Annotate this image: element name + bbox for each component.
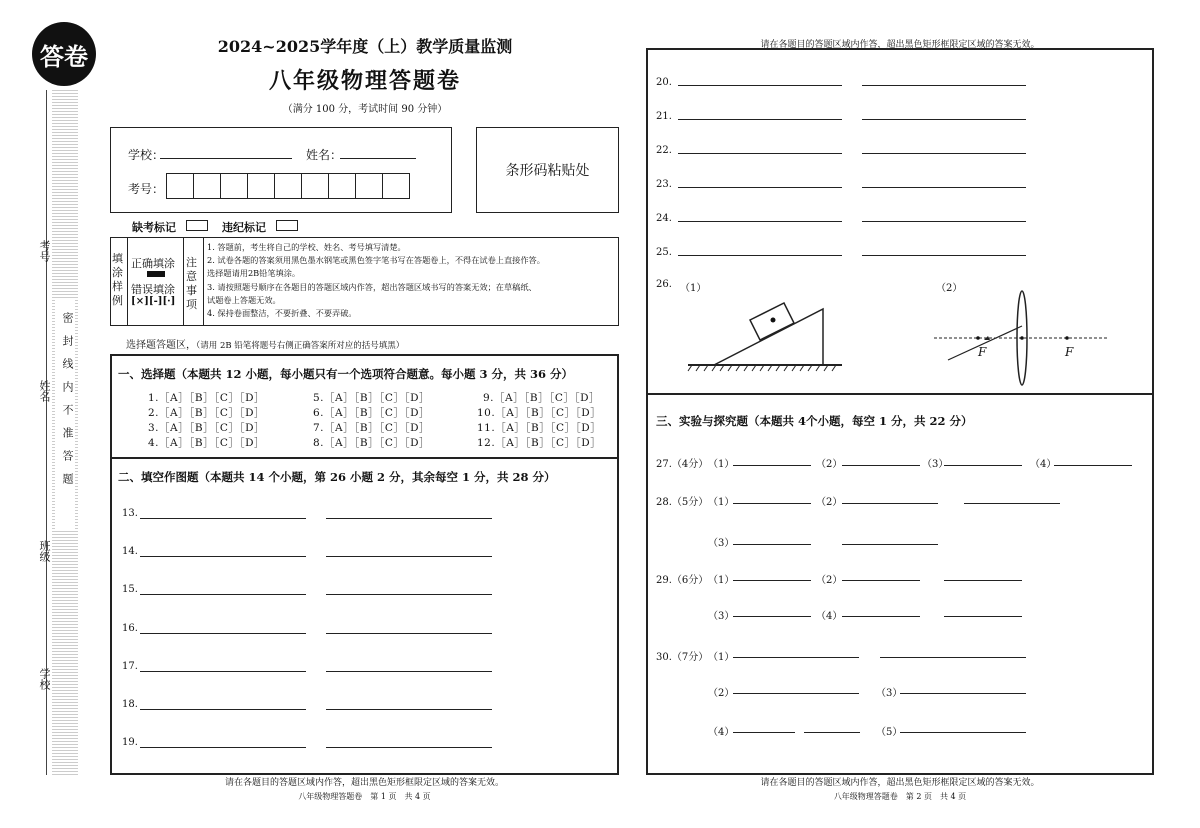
section3-title: 三、实验与探究题（本题共 4个小题，每空 1 分，共 22 分） bbox=[656, 414, 973, 428]
q16-blank-2[interactable] bbox=[326, 633, 492, 634]
barcode-box: 条形码粘贴处 bbox=[476, 127, 619, 213]
q27-p4: （4） bbox=[1030, 459, 1057, 470]
q30-p4: （4） bbox=[708, 727, 735, 738]
q30-number: 30.（7分） bbox=[656, 652, 709, 663]
q17-number: 17. bbox=[122, 661, 138, 672]
q30-blank-1[interactable] bbox=[733, 657, 859, 658]
notes-list bbox=[207, 241, 615, 320]
q13-blank-1[interactable] bbox=[140, 518, 306, 519]
side-label-school: 学校 bbox=[38, 668, 51, 690]
q15-blank-1[interactable] bbox=[140, 594, 306, 595]
mcq-q10[interactable]: 10.［A］［B］［C］［D］ bbox=[477, 407, 602, 419]
section1-title: 一、选择题（本题共 12 小题，每小题只有一个选项符合题意。每小题 3 分，共 36 分） bbox=[118, 367, 574, 381]
q30-p5: （5） bbox=[876, 727, 903, 738]
q20-blank-1[interactable] bbox=[678, 85, 842, 86]
top-warning-right: 请在各题目的答题区域内作答，超出黑色矩形框限定区域的答案无效。 bbox=[760, 40, 1040, 50]
q13-blank-2[interactable] bbox=[326, 518, 492, 519]
q22-blank-2[interactable] bbox=[862, 153, 1026, 154]
mcq-q4[interactable]: 4.［A］［B］［C］［D］ bbox=[148, 437, 266, 449]
name-field[interactable] bbox=[340, 158, 416, 159]
mcq-q9[interactable]: 9.［A］［B］［C］［D］ bbox=[483, 392, 601, 404]
q14-blank-2[interactable] bbox=[326, 556, 492, 557]
q27-blank-4[interactable] bbox=[1054, 465, 1132, 466]
q16-blank-1[interactable] bbox=[140, 633, 306, 634]
footer-warning-right: 请在各题目的答题区域内作答，超出黑色矩形框限定区域的答案无效。 bbox=[760, 778, 1040, 788]
q25-blank-2[interactable] bbox=[862, 255, 1026, 256]
note-line: 3. 请按照题号顺序在各题目的答题区域内作答，超出答题区域书写的答案无效；在草稿纸、 bbox=[207, 281, 537, 292]
badge: 答卷 bbox=[32, 22, 96, 86]
q27-blank-3[interactable] bbox=[944, 465, 1022, 466]
side-label-exam-id: 考号 bbox=[38, 240, 51, 262]
q28-blank-2[interactable] bbox=[842, 503, 938, 504]
q21-blank-2[interactable] bbox=[862, 119, 1026, 120]
footer-page-1: 八年级物理答题卷 第 1 页 共 4 页 bbox=[298, 792, 431, 801]
q19-blank-1[interactable] bbox=[140, 747, 306, 748]
subtitle: （满分 100 分，考试时间 90 分钟） bbox=[282, 104, 448, 115]
note-line: 选择题请用2B铅笔填涂。 bbox=[207, 268, 301, 279]
q29-p2: （2） bbox=[816, 575, 843, 586]
q25-blank-1[interactable] bbox=[678, 255, 842, 256]
side-label-class: 班级 bbox=[38, 540, 51, 562]
q29-p1: （1） bbox=[708, 575, 735, 586]
q29-p4: （4） bbox=[816, 611, 843, 622]
q29-blank-4[interactable] bbox=[733, 616, 811, 617]
mcq-q11[interactable]: 11.［A］［B］［C］［D］ bbox=[477, 422, 602, 434]
focal-label-right: F bbox=[1065, 345, 1074, 359]
section-divider-right bbox=[646, 393, 1154, 395]
q24-blank-1[interactable] bbox=[678, 221, 842, 222]
correct-fill-sample bbox=[147, 271, 165, 277]
q27-blank-1[interactable] bbox=[733, 465, 811, 466]
q28-p3: （3） bbox=[708, 538, 735, 549]
mcq-q7[interactable]: 7.［A］［B］［C］［D］ bbox=[313, 422, 431, 434]
q28-blank-5[interactable] bbox=[842, 544, 938, 545]
school-field[interactable] bbox=[160, 158, 292, 159]
q30-p2: （2） bbox=[708, 688, 735, 699]
mcq-q6[interactable]: 6.［A］［B］［C］［D］ bbox=[313, 407, 431, 419]
q27-blank-2[interactable] bbox=[842, 465, 920, 466]
q19-number: 19. bbox=[122, 737, 138, 748]
q29-blank-3[interactable] bbox=[944, 580, 1022, 581]
q29-blank-1[interactable] bbox=[733, 580, 811, 581]
q30-blank-7[interactable] bbox=[900, 732, 1026, 733]
q30-p1: （1） bbox=[708, 652, 735, 663]
violation-mark-box[interactable] bbox=[276, 220, 298, 231]
note-line: 2. 试卷各题的答案须用黑色墨水钢笔或黑色签字笔书写在答题卷上，不得在试卷上直接作答。 bbox=[207, 255, 545, 266]
note-line: 1. 答题前，考生将自己的学校、姓名、考号填写清楚。 bbox=[207, 242, 406, 252]
mcq-q8[interactable]: 8.［A］［B］［C］［D］ bbox=[313, 437, 431, 449]
mcq-q5[interactable]: 5.［A］［B］［C］［D］ bbox=[313, 392, 431, 404]
section1-divider bbox=[110, 457, 619, 459]
q22-blank-1[interactable] bbox=[678, 153, 842, 154]
absent-mark-box[interactable] bbox=[186, 220, 208, 231]
fill-sample-label: 填涂样例 bbox=[112, 252, 123, 307]
name-label: 姓名： bbox=[306, 148, 343, 162]
q29-blank-6[interactable] bbox=[944, 616, 1022, 617]
q30-blank-3[interactable] bbox=[733, 693, 859, 694]
seal-text: 密封线内不准答题 bbox=[61, 312, 74, 496]
q29-blank-2[interactable] bbox=[842, 580, 920, 581]
q19-blank-2[interactable] bbox=[326, 747, 492, 748]
q25-number: 25. bbox=[656, 247, 672, 258]
q23-number: 23. bbox=[656, 179, 672, 190]
q30-blank-5[interactable] bbox=[733, 732, 795, 733]
mcq-area-label: 选择题答题区，（请用 2B 铅笔将题号右侧正确答案所对应的括号填黑） bbox=[126, 340, 405, 351]
q28-number: 28.（5分） bbox=[656, 497, 709, 508]
q28-p1: （1） bbox=[708, 497, 735, 508]
exam-id-label: 考号： bbox=[128, 182, 165, 196]
year-title: 2024~2025学年度（上）教学质量监测 bbox=[217, 37, 513, 56]
q15-blank-2[interactable] bbox=[326, 594, 492, 595]
q20-number: 20. bbox=[656, 77, 672, 88]
q30-p3: （3） bbox=[876, 688, 903, 699]
focal-label-left: F bbox=[978, 345, 987, 359]
incline-diagram[interactable] bbox=[686, 292, 846, 374]
footer-page-2: 八年级物理答题卷 第 2 页 共 4 页 bbox=[833, 792, 967, 801]
q26-part2: （2） bbox=[936, 283, 963, 294]
q28-blank-4[interactable] bbox=[733, 544, 811, 545]
q26-part1: （1） bbox=[680, 283, 707, 294]
q29-blank-5[interactable] bbox=[842, 616, 920, 617]
page-title: 八年级物理答题卷 bbox=[268, 68, 461, 94]
exam-id-grid[interactable] bbox=[166, 173, 409, 203]
q18-number: 18. bbox=[122, 699, 138, 710]
q23-blank-2[interactable] bbox=[862, 187, 1026, 188]
footer-warning-left: 请在各题目的答题区域内作答，超出黑色矩形框限定区域的答案无效。 bbox=[224, 778, 504, 788]
q29-p3: （3） bbox=[708, 611, 735, 622]
divider bbox=[203, 237, 204, 326]
wrong-fill-sample: [×][-][·] bbox=[131, 296, 176, 307]
q28-blank-1[interactable] bbox=[733, 503, 811, 504]
side-label-name: 姓名 bbox=[38, 380, 51, 402]
wrong-fill-label: 错误填涂 bbox=[131, 283, 175, 296]
q18-blank-1[interactable] bbox=[140, 709, 306, 710]
q15-number: 15. bbox=[122, 584, 138, 595]
q16-number: 16. bbox=[122, 623, 138, 634]
q27-p2: （2） bbox=[816, 459, 843, 470]
q24-number: 24. bbox=[656, 213, 672, 224]
q20-blank-2[interactable] bbox=[862, 85, 1026, 86]
q14-blank-1[interactable] bbox=[140, 556, 306, 557]
violation-mark-label: 违纪标记 bbox=[222, 221, 266, 234]
q26-number: 26. bbox=[656, 279, 672, 290]
q14-number: 14. bbox=[122, 546, 138, 557]
lens-diagram[interactable] bbox=[930, 288, 1110, 388]
q22-number: 22. bbox=[656, 145, 672, 156]
q28-blank-3[interactable] bbox=[964, 503, 1060, 504]
section2-title: 二、填空作图题（本题共 14 个小题，第 26 小题 2 分，其余每空 1 分，共 28 分） bbox=[118, 470, 556, 484]
absent-mark-label: 缺考标记 bbox=[132, 221, 176, 234]
q21-blank-1[interactable] bbox=[678, 119, 842, 120]
school-label: 学校： bbox=[128, 148, 165, 162]
divider bbox=[127, 237, 128, 326]
divider bbox=[183, 237, 184, 326]
mcq-q2[interactable]: 2.［A］［B］［C］［D］ bbox=[148, 407, 266, 419]
q29-number: 29.（6分） bbox=[656, 575, 709, 586]
q21-number: 21. bbox=[656, 111, 672, 122]
notes-label: 注意事项 bbox=[186, 256, 197, 311]
q23-blank-1[interactable] bbox=[678, 187, 842, 188]
q27-number: 27.（4分） bbox=[656, 459, 709, 470]
mcq-q3[interactable]: 3.［A］［B］［C］［D］ bbox=[148, 422, 266, 434]
q13-number: 13. bbox=[122, 508, 138, 519]
note-line: 试题卷上答题无效。 bbox=[207, 294, 281, 305]
q24-blank-2[interactable] bbox=[862, 221, 1026, 222]
q28-p2: （2） bbox=[816, 497, 843, 508]
mcq-q12[interactable]: 12.［A］［B］［C］［D］ bbox=[477, 437, 602, 449]
q30-blank-4[interactable] bbox=[900, 693, 1026, 694]
q17-blank-2[interactable] bbox=[326, 671, 492, 672]
q27-p3: （3） bbox=[922, 459, 949, 470]
q17-blank-1[interactable] bbox=[140, 671, 306, 672]
q18-blank-2[interactable] bbox=[326, 709, 492, 710]
q27-p1: （1） bbox=[708, 459, 735, 470]
note-line: 4. 保持卷面整洁，不要折叠、不要弄破。 bbox=[207, 308, 357, 319]
mcq-q1[interactable]: 1.［A］［B］［C］［D］ bbox=[148, 392, 266, 404]
correct-fill-label: 正确填涂 bbox=[131, 257, 175, 270]
q30-blank-6[interactable] bbox=[804, 732, 860, 733]
q30-blank-2[interactable] bbox=[880, 657, 1026, 658]
right-answer-frame bbox=[646, 48, 1154, 775]
